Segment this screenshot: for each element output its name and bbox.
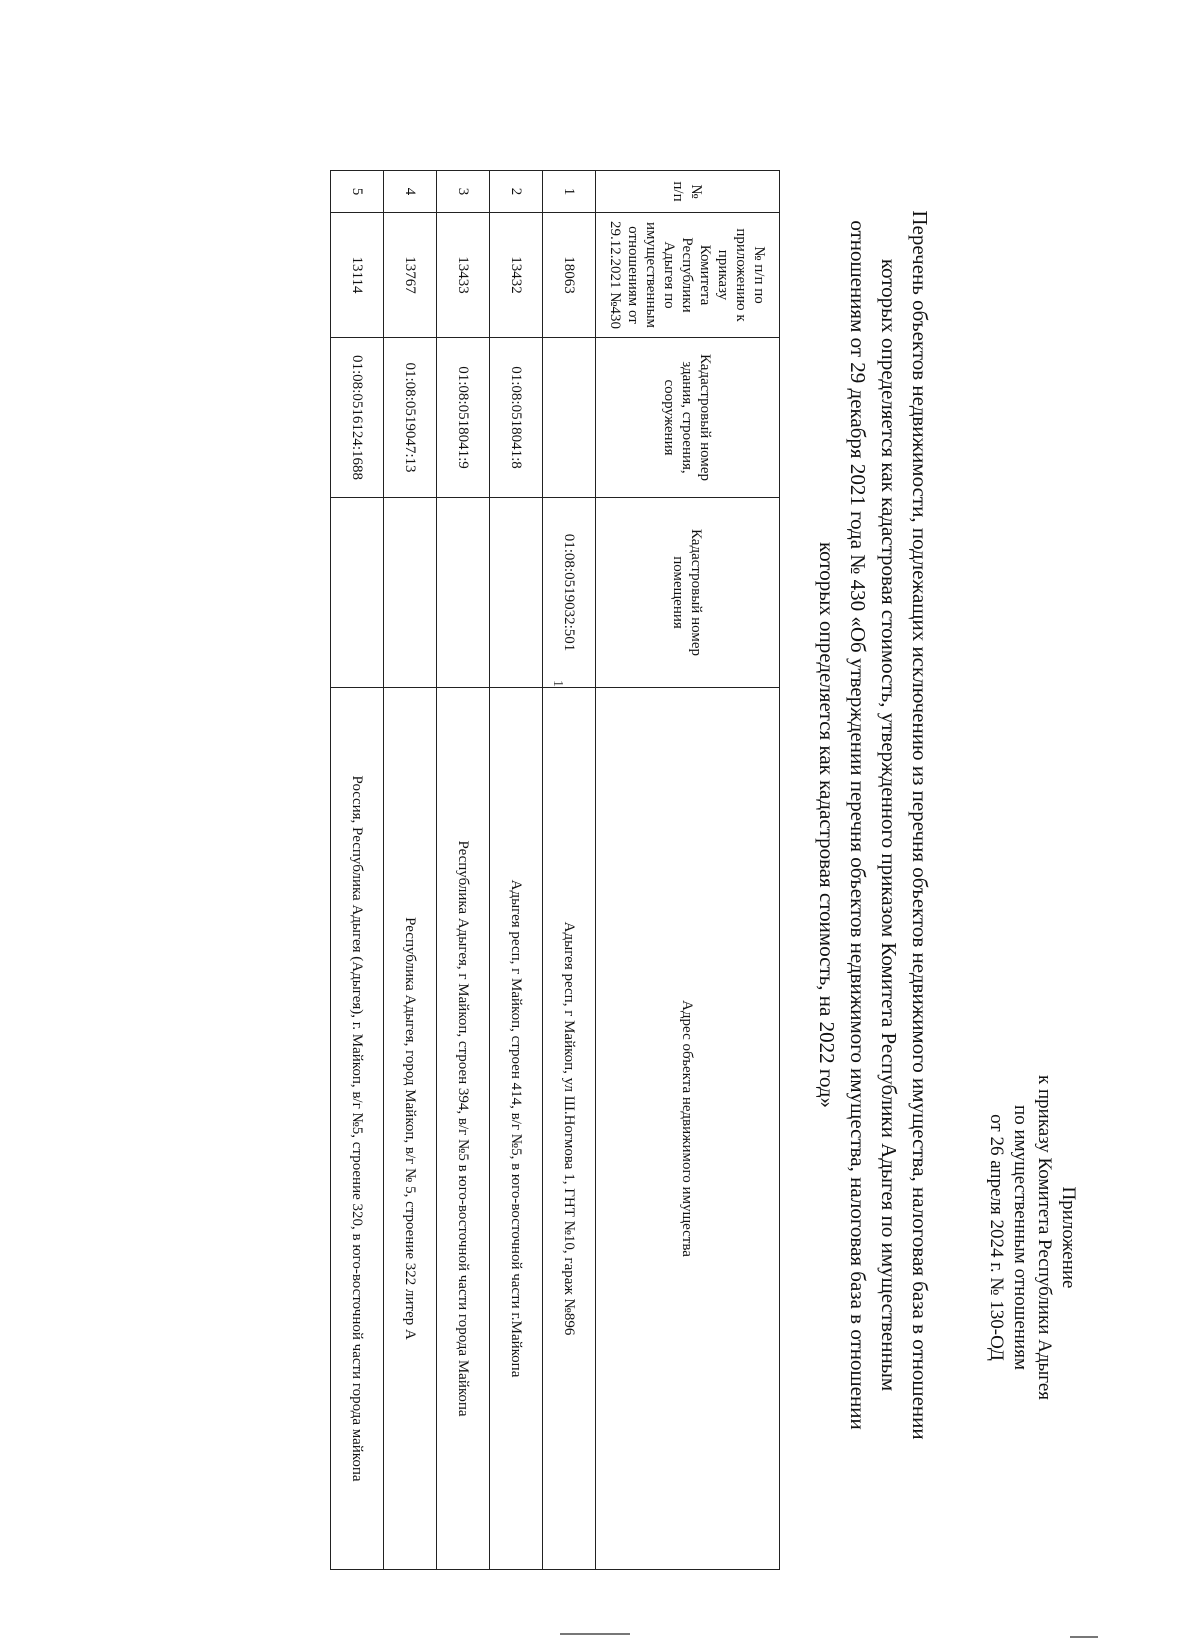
- appendix-line-1: Приложение: [1058, 1186, 1079, 1289]
- cell-building-cadastral: 01:08:0518041:8: [490, 338, 543, 498]
- rotated-page-content: [120, 60, 1120, 1530]
- header-row-number: № п/п: [596, 171, 780, 213]
- header-appendix-ref: № п/п по приложению к приказу Комитета Республики Адыгея по имущественным отношениям от 29.12.2021 №430: [596, 213, 780, 338]
- cell-building-cadastral: 01:08:0516124:1688: [331, 338, 384, 498]
- cell-address: Адыгея респ, г Майкоп, строен 414, в/г №5, в юго-восточной части г.Майкопа: [490, 688, 543, 1570]
- cell-room-cadastral: [384, 498, 437, 688]
- header-building-cadastral: Кадастровый номер здания, строения, сооружения: [596, 338, 780, 498]
- table-row: [384, 171, 437, 1570]
- appendix-block: [984, 1075, 1080, 1400]
- appendix-line-2: к приказу Комитета Республики Адыгея: [1034, 1075, 1055, 1400]
- cell-appendix-ref: 13767: [384, 213, 437, 338]
- table-row: [543, 171, 596, 1570]
- cell-number: 2: [490, 171, 543, 213]
- cell-address: Республика Адыгея, г Майкоп, строен 394, в/г №5 в юго-восточной части города Майкопа: [437, 688, 490, 1570]
- cell-appendix-ref: 13432: [490, 213, 543, 338]
- cell-appendix-ref: 18063: [543, 213, 596, 338]
- cell-address: Республика Адыгея, город Майкоп, в/г № 5, строение 322 литер А: [384, 688, 437, 1570]
- cell-building-cadastral: 01:08:0518041:9: [437, 338, 490, 498]
- page-number: 1: [550, 680, 565, 687]
- table-row: [331, 171, 384, 1570]
- header-address: Адрес объекта недвижимого имущества: [596, 688, 780, 1570]
- cell-building-cadastral: 01:08:0519047:13: [384, 338, 437, 498]
- cell-room-cadastral: [437, 498, 490, 688]
- cell-room-cadastral: 01:08:0519032:501: [543, 498, 596, 688]
- appendix-line-3: по имущественным отношениям: [1010, 1105, 1031, 1370]
- cell-building-cadastral: [543, 338, 596, 498]
- table-row: [490, 171, 543, 1570]
- cell-room-cadastral: [490, 498, 543, 688]
- cell-room-cadastral: [331, 498, 384, 688]
- property-table: [330, 170, 780, 1570]
- cell-number: 5: [331, 171, 384, 213]
- cell-appendix-ref: 13433: [437, 213, 490, 338]
- cell-appendix-ref: 13114: [331, 213, 384, 338]
- document-title: Перечень объектов недвижимости, подлежащих исключению из перечня объектов недвижимого имущества, налоговая база в отношении которых определяется как кадастровая стоимость, утвержденного приказом Комитета Республики Адыгея по имущественным отношениям от 29 декабря 2021 года № 430 «Об утверждении перечня объектов недвижимого имущества, налоговая база в отношении которых определяется как кадастровая стоимость, на 2022 год»: [815, 210, 932, 1440]
- cell-number: 3: [437, 171, 490, 213]
- appendix-line-4: от 26 апреля 2024 г. № 130-ОД: [986, 1114, 1007, 1361]
- table-header-row: [596, 171, 780, 1570]
- scan-artifact-line: [560, 1633, 630, 1635]
- cell-address: Адыгея респ, г Майкоп, ул Ш.Ногмова 1, ГНТ №10, гараж №896: [543, 688, 596, 1570]
- scan-artifact-line: [1070, 1636, 1098, 1638]
- table-row: [437, 171, 490, 1570]
- cell-number: 4: [384, 171, 437, 213]
- cell-number: 1: [543, 171, 596, 213]
- header-room-cadastral: Кадастровый номер помещения: [596, 498, 780, 688]
- cell-address: Россия, Республика Адыгея (Адыгея), г. Майкоп, в/г №5, строение 320, в юго-восточной части города майкопа: [331, 688, 384, 1570]
